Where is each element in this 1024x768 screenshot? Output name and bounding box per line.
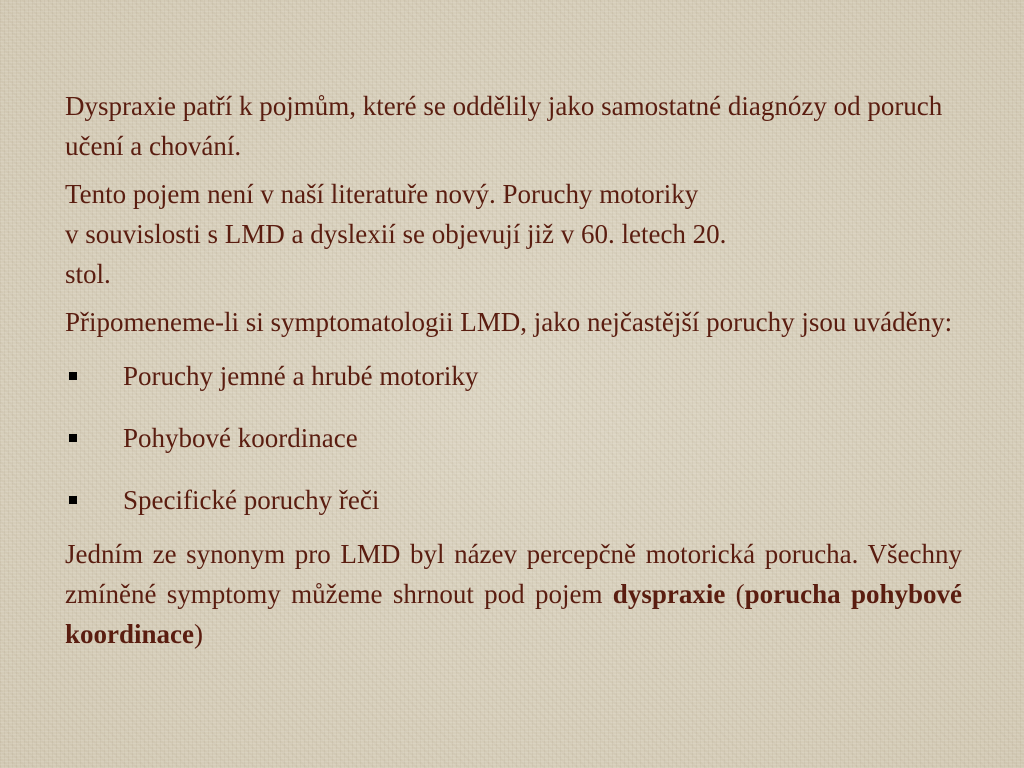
list-item-label: Specifické poruchy řeči: [123, 485, 380, 515]
list-item: [65, 480, 962, 520]
term-dyspraxie: dyspraxie: [612, 579, 726, 609]
paragraph-symptomatology: Připomeneme-li si symptomatologii LMD, jako nejčastější poruchy jsou uváděny:: [65, 307, 953, 337]
square-bullet-icon: [69, 372, 77, 380]
paren-close: ): [194, 619, 204, 649]
list-item-label: Poruchy jemné a hrubé motoriky: [123, 361, 479, 391]
summary-text: Jedním ze synonym pro LMD byl název percepčně motorická porucha. Všechny zmíněné symptomy můžeme shrnout pod pojem: [65, 539, 962, 609]
paragraph-literature-line-3: stol.: [65, 259, 111, 289]
paren-open: (: [725, 579, 745, 609]
square-bullet-icon: [69, 434, 77, 442]
symptom-list: [65, 356, 962, 520]
paragraph-dyspraxie-definition: Dyspraxie patří k pojmům, které se oddělily jako samostatné diagnózy od poruch učení a chování.: [65, 91, 943, 161]
term-motor-coordination-disorder: porucha pohybové koordinace: [65, 579, 962, 649]
list-item-label: Pohybové koordinace: [123, 423, 358, 453]
square-bullet-icon: [69, 496, 77, 504]
paragraph-literature-history: [65, 174, 962, 294]
paragraph-synonym-summary: [65, 534, 962, 654]
list-item: [65, 356, 962, 396]
paragraph-literature-line-2: v souvislosti s LMD a dyslexií se objevují již v 60. letech 20.: [65, 219, 727, 249]
slide-content: [65, 86, 962, 662]
paragraph-literature-line-1: Tento pojem není v naší literatuře nový. Poruchy motoriky: [65, 179, 699, 209]
list-item: [65, 418, 962, 458]
